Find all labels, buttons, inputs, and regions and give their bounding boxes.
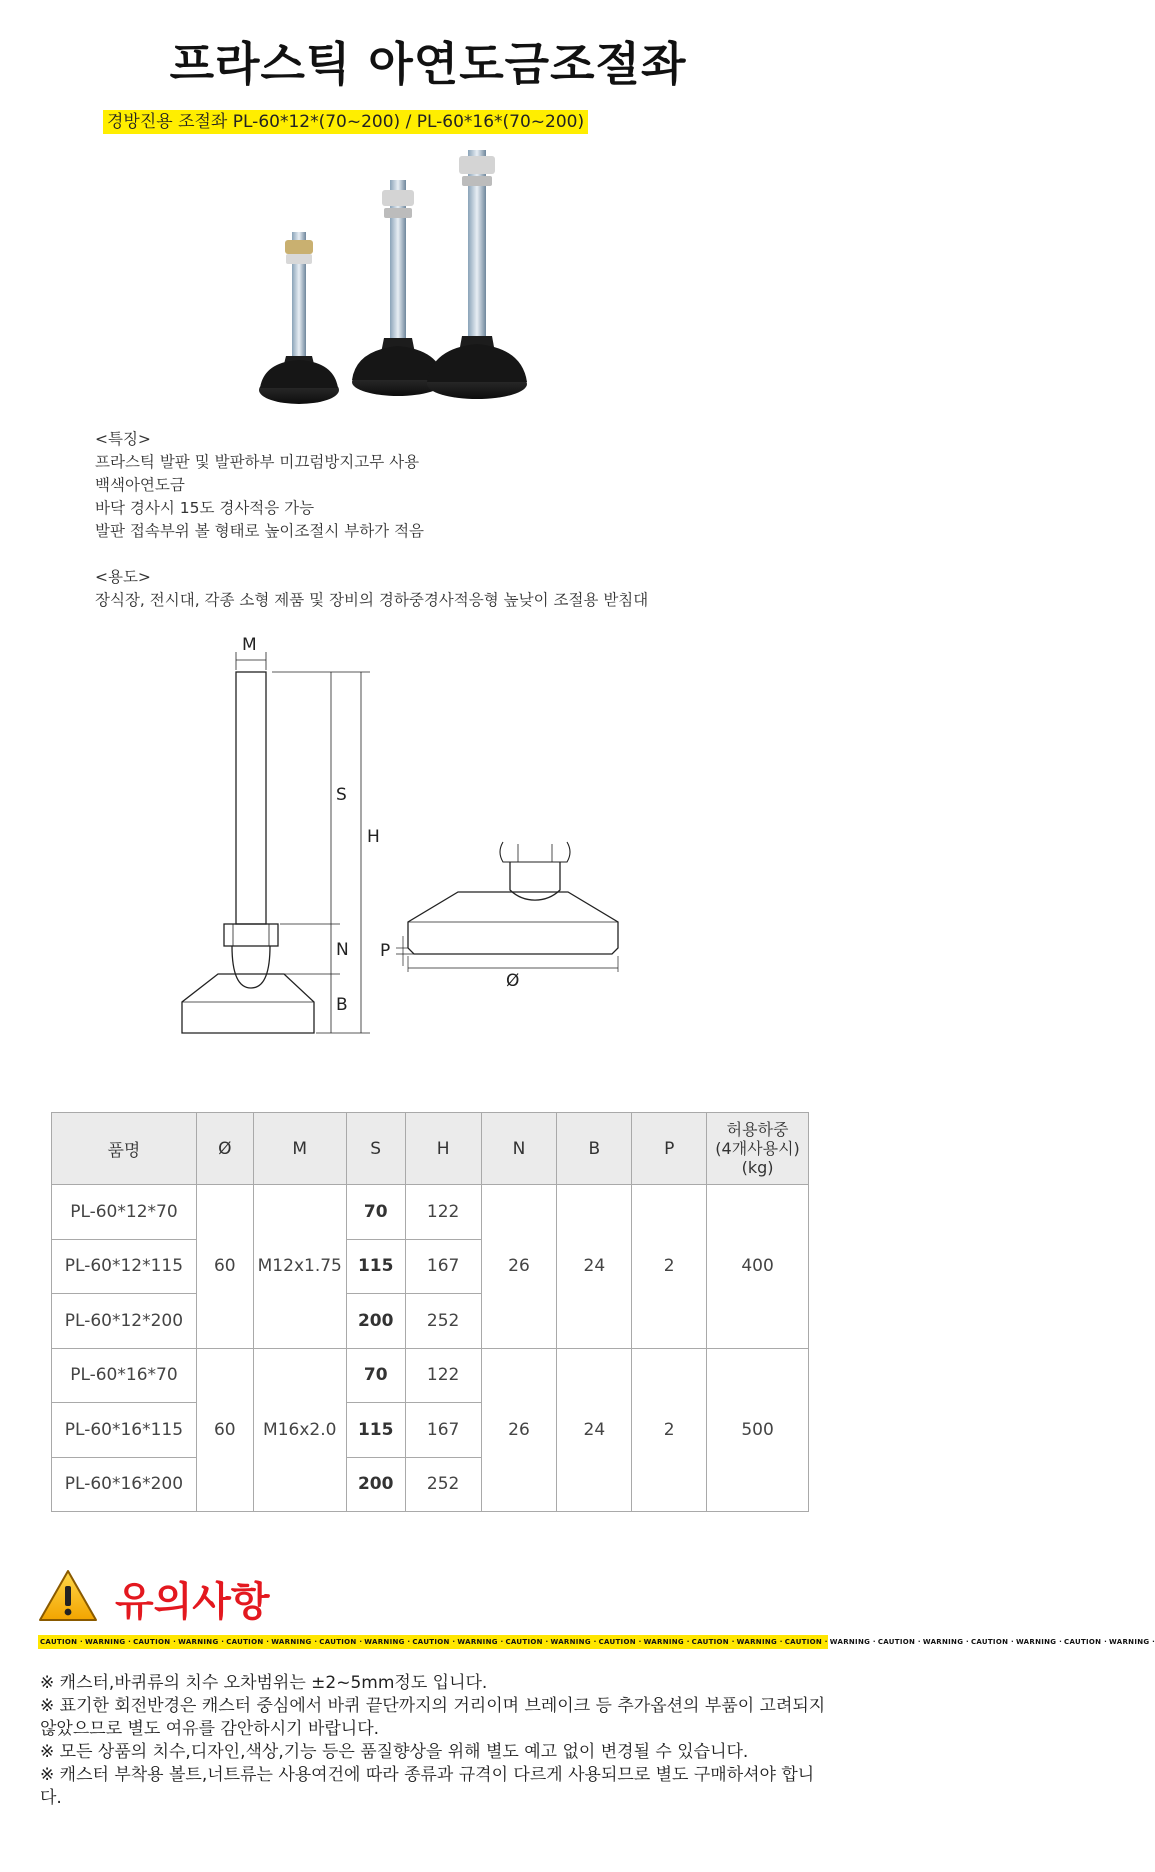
product-subtitle: 경방진용 조절좌 PL-60*12*(70~200) / PL-60*16*(70~200) bbox=[103, 110, 588, 134]
caution-notes bbox=[40, 1672, 830, 1810]
spec-table bbox=[51, 1112, 809, 1512]
cell-dia: 60 bbox=[196, 1348, 253, 1512]
label-p: P bbox=[380, 941, 391, 961]
cell-load: 400 bbox=[707, 1185, 809, 1349]
foot-medium bbox=[352, 180, 444, 396]
foot-small bbox=[259, 232, 339, 404]
side-view bbox=[182, 635, 380, 1033]
cell-n: 26 bbox=[481, 1348, 557, 1512]
cell-name: PL-60*12*70 bbox=[52, 1185, 197, 1240]
cell-b: 24 bbox=[557, 1348, 632, 1512]
technical-drawing bbox=[160, 630, 720, 1060]
features-heading: <특징> bbox=[95, 430, 151, 448]
cell-h: 252 bbox=[405, 1457, 481, 1512]
caution-tape: CAUTION · WARNING · CAUTION · WARNING · CAUTION · WARNING · CAUTION · WARNING · CAUTION · WARNING · CAUTION · WARNING · CAUTION · WARNING · CAUTION · WARNING · CAUTION · WARNING · CAUTION · WARNING · CAUTION · WARNING · CAUTION · WARNING · bbox=[38, 1635, 828, 1649]
cell-name: PL-60*16*115 bbox=[52, 1403, 197, 1458]
product-photo bbox=[180, 150, 680, 410]
cell-name: PL-60*16*70 bbox=[52, 1348, 197, 1403]
cell-p: 2 bbox=[632, 1348, 707, 1512]
cell-m: M16x2.0 bbox=[253, 1348, 346, 1512]
foot-large bbox=[427, 150, 527, 399]
cell-load: 500 bbox=[707, 1348, 809, 1512]
features-block bbox=[95, 428, 648, 612]
cell-h: 122 bbox=[405, 1185, 481, 1240]
caution-note: ※ 캐스터 부착용 볼트,너트류는 사용여건에 따라 종류과 규격이 다르게 사용되므로 별도 구매하셔야 합니다. bbox=[40, 1765, 815, 1808]
caution-note: ※ 캐스터,바퀴류의 치수 오차범위는 ±2~5mm정도 입니다. bbox=[40, 1673, 488, 1693]
col-header-load: 허용하중 (4개사용시) (kg) bbox=[707, 1113, 809, 1185]
table-header-row bbox=[52, 1113, 809, 1185]
feature-item: 발판 접속부위 볼 형태로 높이조절시 부하가 적음 bbox=[95, 522, 425, 540]
usage-heading: <용도> bbox=[95, 568, 151, 586]
cell-s: 115 bbox=[346, 1403, 405, 1458]
usage-text: 장식장, 전시대, 각종 소형 제품 및 장비의 경하중경사적응형 높낮이 조절용 받침대 bbox=[95, 591, 649, 609]
cell-b: 24 bbox=[557, 1185, 632, 1349]
table-row bbox=[52, 1185, 809, 1240]
col-header-m: M bbox=[253, 1113, 346, 1185]
caution-title: 유의사항 bbox=[115, 1579, 270, 1625]
label-m: M bbox=[242, 635, 257, 655]
label-b: B bbox=[336, 995, 348, 1015]
cell-s: 115 bbox=[346, 1239, 405, 1294]
col-header-b: B bbox=[557, 1113, 632, 1185]
feature-item: 백색아연도금 bbox=[95, 476, 185, 494]
feature-item: 바닥 경사시 15도 경사적응 가능 bbox=[95, 499, 315, 517]
label-s: S bbox=[336, 785, 347, 805]
cell-s: 200 bbox=[346, 1457, 405, 1512]
cell-m: M12x1.75 bbox=[253, 1185, 346, 1349]
cell-h: 252 bbox=[405, 1294, 481, 1349]
feature-item: 프라스틱 발판 및 발판하부 미끄럼방지고무 사용 bbox=[95, 453, 420, 471]
col-header-name: 품명 bbox=[52, 1113, 197, 1185]
cell-h: 167 bbox=[405, 1403, 481, 1458]
col-header-dia: Ø bbox=[196, 1113, 253, 1185]
cell-s: 70 bbox=[346, 1185, 405, 1240]
cell-name: PL-60*12*200 bbox=[52, 1294, 197, 1349]
label-diameter: Ø bbox=[506, 971, 520, 991]
cell-h: 122 bbox=[405, 1348, 481, 1403]
label-h: H bbox=[367, 827, 380, 847]
cell-name: PL-60*16*200 bbox=[52, 1457, 197, 1512]
warning-triangle-icon bbox=[38, 1568, 98, 1624]
col-header-h: H bbox=[405, 1113, 481, 1185]
cell-dia: 60 bbox=[196, 1185, 253, 1349]
cell-p: 2 bbox=[632, 1185, 707, 1349]
page-title: 프라스틱 아연도금조절좌 bbox=[169, 37, 687, 91]
cell-h: 167 bbox=[405, 1239, 481, 1294]
label-n: N bbox=[336, 940, 349, 960]
cell-name: PL-60*12*115 bbox=[52, 1239, 197, 1294]
cell-s: 200 bbox=[346, 1294, 405, 1349]
caution-note: ※ 표기한 회전반경은 캐스터 중심에서 바퀴 끝단까지의 거리이며 브레이크 등 추가옵션의 부품이 고려되지 않았으므로 별도 여유를 감안하시기 바랍니다. bbox=[40, 1696, 826, 1739]
table-row bbox=[52, 1348, 809, 1403]
detail-view bbox=[380, 842, 618, 991]
cell-n: 26 bbox=[481, 1185, 557, 1349]
caution-header bbox=[38, 1568, 818, 1628]
col-header-n: N bbox=[481, 1113, 557, 1185]
cell-s: 70 bbox=[346, 1348, 405, 1403]
col-header-s: S bbox=[346, 1113, 405, 1185]
caution-note: ※ 모든 상품의 치수,디자인,색상,기능 등은 품질향상을 위해 별도 예고 없이 변경될 수 있습니다. bbox=[40, 1742, 749, 1762]
col-header-p: P bbox=[632, 1113, 707, 1185]
